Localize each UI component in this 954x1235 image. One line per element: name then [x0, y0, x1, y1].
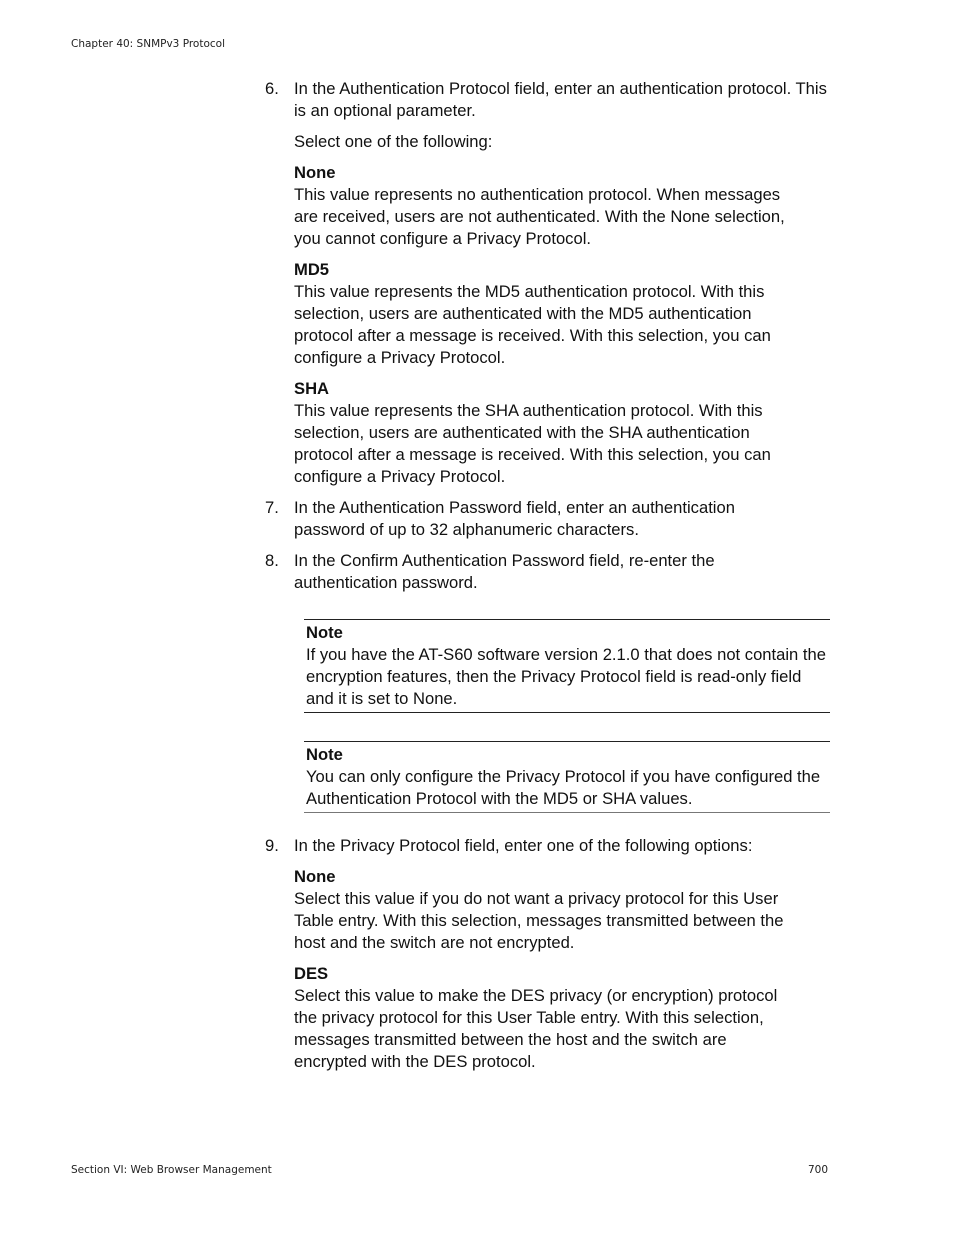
option-md5: [294, 259, 804, 369]
option-none: [294, 162, 804, 250]
step-intro: Select one of the following:: [294, 132, 493, 151]
note-box: [304, 619, 830, 713]
option-description: Select this value to make the DES privacy (or encryption) protocol the privacy protocol for this User Table entry. With this selection, messages transmitted between the host and the switch are encrypted with the DES protocol.: [294, 986, 778, 1071]
step-6: [265, 78, 834, 488]
option-description: This value represents the MD5 authentication protocol. With this selection, users are authenticated with the MD5 authentication protocol after a message is received. With this selection, you can configure a Privacy Protocol.: [294, 282, 771, 367]
step-text: In the Confirm Authentication Password field, re-enter the authentication password.: [294, 551, 715, 592]
step-number: 6.: [265, 79, 279, 98]
step-7: [265, 497, 784, 541]
option-term: MD5: [294, 260, 330, 279]
step-number: 7.: [265, 498, 279, 517]
option-description: Select this value if you do not want a privacy protocol for this User Table entry. With this selection, messages transmitted between the host and the switch are not encrypted.: [294, 889, 784, 952]
option-term: SHA: [294, 379, 330, 398]
step-text: In the Authentication Protocol field, enter an authentication protocol. This is an optional parameter.: [294, 79, 827, 120]
option-sha: [294, 378, 804, 488]
note-title: Note: [306, 745, 343, 764]
note-box: [304, 741, 830, 813]
option-des: [294, 963, 804, 1073]
note-body: You can only configure the Privacy Protocol if you have configured the Authentication Protocol with the MD5 or SHA values.: [306, 767, 821, 808]
step-9: [265, 835, 834, 1073]
option-none: [294, 866, 804, 954]
step-text: In the Authentication Password field, enter an authentication password of up to 32 alphanumeric characters.: [294, 498, 735, 539]
option-description: This value represents no authentication protocol. When messages are received, users are not authenticated. With the None selection, you cannot configure a Privacy Protocol.: [294, 185, 785, 248]
running-header: Chapter 40: SNMPv3 Protocol: [71, 38, 226, 50]
option-term: None: [294, 163, 336, 182]
option-term: DES: [294, 964, 329, 983]
note-title: Note: [306, 623, 343, 642]
page-content: [265, 78, 834, 1073]
step-8: [265, 550, 764, 594]
step-text: In the Privacy Protocol field, enter one of the following options:: [294, 836, 753, 855]
running-footer-section: Section VI: Web Browser Management: [71, 1164, 272, 1176]
step-number: 9.: [265, 836, 279, 855]
option-description: This value represents the SHA authentication protocol. With this selection, users are authenticated with the SHA authentication protocol after a message is received. With this selection, you can configure a Privacy Protocol.: [294, 401, 771, 486]
page-number: 700: [807, 1164, 828, 1176]
option-term: None: [294, 867, 336, 886]
note-body: If you have the AT-S60 software version 2.1.0 that does not contain the encryption features, then the Privacy Protocol field is read-only field and it is set to None.: [306, 645, 826, 708]
step-number: 8.: [265, 551, 279, 570]
